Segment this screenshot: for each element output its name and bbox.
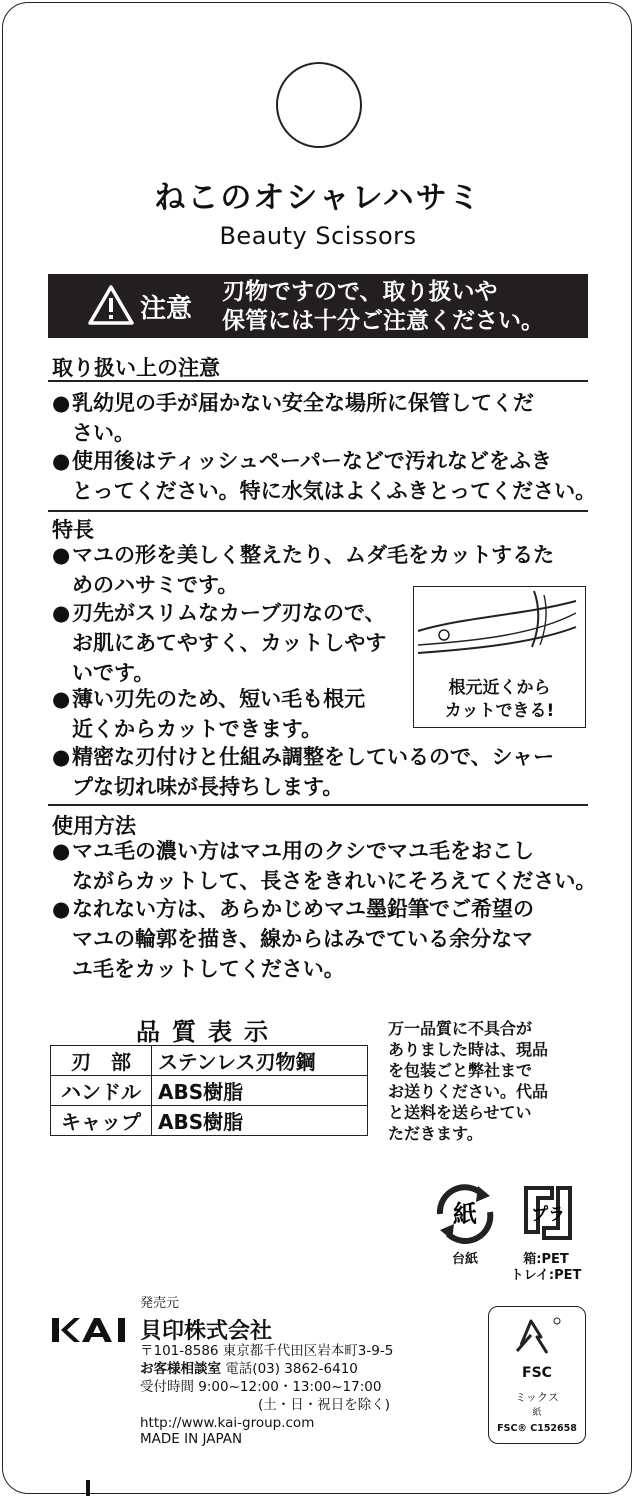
list-item: ●乳幼児の手が届かない安全な場所に保管してくだ さい。 <box>52 391 534 445</box>
plastic-label: 箱:PET トレイ:PET <box>510 1252 582 1283</box>
usage-title: 使用方法 <box>52 814 136 838</box>
print-mark <box>86 1480 90 1496</box>
product-subtitle: Beauty Scissors <box>219 222 417 250</box>
quality-title: 品質表示 <box>136 1018 280 1046</box>
divider <box>48 380 588 382</box>
seller-label: 発売元 <box>140 1296 180 1311</box>
divider <box>48 510 588 512</box>
quality-table <box>50 1045 368 1136</box>
list-item: ●マユ毛の濃い方はマユ用のクシでマユ毛をおこし ながらカットして、長さをきれいにそろえてください。 <box>52 839 597 893</box>
paper-recycle-icon <box>430 1180 500 1246</box>
illustration-caption: 根元近くから カットできる! <box>444 678 555 721</box>
fsc-tree-icon <box>507 1315 567 1359</box>
list-item: ●精密な刃付けと仕組み調整をしているので、シャー プな切れ味が長持ちします。 <box>52 745 555 799</box>
handling-title: 取り扱い上の注意 <box>52 356 220 380</box>
fsc-paper: 紙 <box>532 1408 542 1418</box>
fsc-code: FSC® C152658 <box>497 1423 577 1434</box>
warning-text: 刃物ですので、取り扱いや 保管には十分ご注意ください。 <box>222 279 544 334</box>
plastic-recycle-icon <box>512 1180 582 1246</box>
list-item: ●薄い刃先のため、短い毛も根元 近くからカットできます。 <box>52 687 366 741</box>
scissors-blade-icon <box>414 587 584 675</box>
product-title: ねこのオシャレハサミ <box>154 180 482 216</box>
svg-text:プラ: プラ <box>531 1205 565 1225</box>
guarantee-text: 万一品質に不具合が ありました時は、現品 を包装ごと弊社まで お送りください。代品 と送料を送らせてい ただきます。 <box>388 1019 549 1143</box>
paper-label: 台紙 <box>451 1252 478 1267</box>
table-row: 刃 部 ステンレス刃物鋼 <box>51 1046 368 1076</box>
list-item: ●なれない方は、あらかじめマユ墨鉛筆でご希望の マユの輪郭を描き、線からはみでている余分なマ ユ毛をカットしてください。 <box>52 897 534 981</box>
warning-banner <box>48 274 588 338</box>
warning-triangle-icon <box>88 284 134 326</box>
fsc-badge <box>488 1306 586 1444</box>
table-row: キャップ ABS樹脂 <box>51 1106 368 1136</box>
list-item: ●使用後はティッシュペーパーなどで汚れなどをふき とってください。特に水気はよくふきとってください。 <box>52 449 597 503</box>
fsc-mark: FSC <box>522 1365 552 1381</box>
kai-logo <box>52 1316 132 1344</box>
contact-line: お客様相談室 電話(03) 3862-6410 <box>140 1361 358 1377</box>
company-url: http://www.kai-group.com <box>140 1415 315 1431</box>
list-item: ●刃先がスリムなカーブ刃なので、 お肌にあてやすく、カットしやす いです。 <box>52 601 387 685</box>
svg-text:紙: 紙 <box>453 1200 477 1228</box>
company-address: 〒101-8586 東京都千代田区岩本町3-9-5 <box>140 1343 394 1359</box>
company-name: 貝印株式会社 <box>140 1319 273 1344</box>
business-hours: 受付時間 9:00~12:00・13:00~17:00 <box>140 1379 382 1395</box>
warning-label: 注意 <box>140 294 193 324</box>
table-row: ハンドル ABS樹脂 <box>51 1076 368 1106</box>
features-title: 特長 <box>52 518 94 542</box>
divider <box>48 804 588 806</box>
list-item: ●マユの形を美しく整えたり、ムダ毛をカットするた めのハサミです。 <box>52 543 555 597</box>
closed-days: (土・日・祝日を除く) <box>258 1397 391 1413</box>
hang-hole <box>276 62 362 148</box>
made-in: MADE IN JAPAN <box>140 1431 243 1447</box>
scissors-illustration <box>413 586 586 728</box>
fsc-mix: ミックス <box>515 1391 559 1404</box>
